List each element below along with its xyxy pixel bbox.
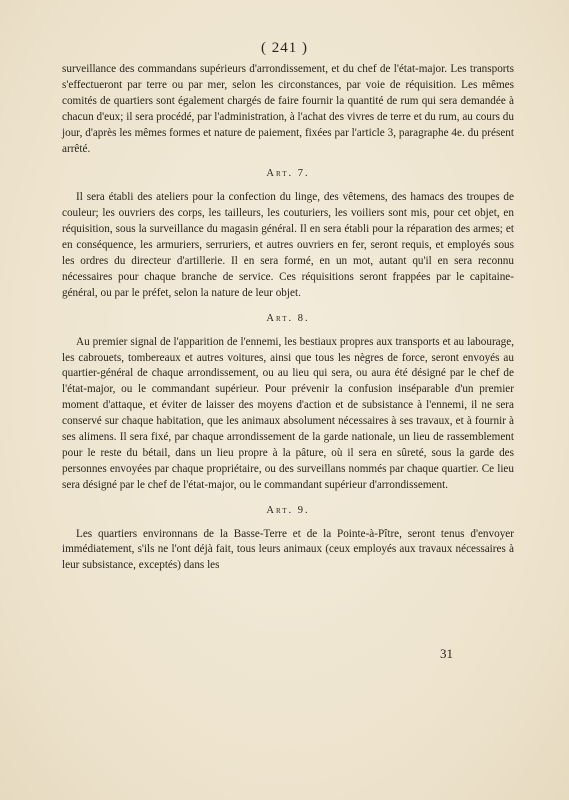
article-8-heading: Art. 8. xyxy=(266,312,310,324)
signature-mark: 31 xyxy=(440,646,453,661)
article-9-text xyxy=(62,527,514,575)
body-text xyxy=(62,62,514,574)
page-number: ( 241 ) xyxy=(261,40,308,56)
article-8-body: Au premier signal de l'apparition de l'ennemi, les bestiaux propres aux transports et au labourage, les cabrouets, tombereaux et autres voitures, ainsi que tous les nègres de force, seront envoyés au quartier-général de chaque arrondissement, ou au lieu qui sera, ou aura été désigné par le chef de l'état-major, ou le commandant supérieur. Pour prévenir la confusion inséparable d'un premier moment d'attaque, et éviter de laisser des moyens d'action et de subsistance à l'ennemi, il ne sera conservé sur chaque habitation, que les animaux absolument nécessaires à ses travaux, et à fournir à ses alimens. Il sera fixé, par chaque arrondissement de la garde nationale, un lieu de rassemblement pour le reste du bétail, dans un lieu propre à la pâture, où il sera en sûreté, sous la garde des personnes envoyées par chaque propriétaire, ou des surveillans nommés par chaque quartier. Ce lieu sera désigné par le chef de l'état-major, ou le commandant supérieur d'arrondissement. xyxy=(62,335,514,491)
article-9-heading: Art. 9. xyxy=(266,504,310,516)
article-9-body: Les quartiers environnans de la Basse-Terre et de la Pointe-à-Pître, seront tenus d'envoyer immédiatement, s'ils ne l'ont déjà fait, tous leurs animaux (ceux employés aux travaux nécessaires à leur subsistance, exceptés) dans les xyxy=(62,527,514,572)
article-7-body: Il sera établi des ateliers pour la confection du linge, des vêtemens, des hamacs des troupes de couleur; les ouvriers des corps, les tailleurs, les couturiers, les voiliers sont mis, pour cet objet, en réquisition, sous la surveillance du magasin général. Il en sera établi pour la réparation des armes; et en conséquence, les armuriers, serruriers, et autres ouvriers en fer, seront requis, et employés sous les ordres du directeur d'artillerie. Il en sera formé, en un mot, autant qu'il en sera reconnu nécessaires pour chaque branche de service. Ces réquisitions seront frappées par le capitaine-général, ou par le préfet, selon la nature de leur objet. xyxy=(62,191,514,299)
article-7-text xyxy=(62,190,514,301)
article-7-heading: Art. 7. xyxy=(266,168,310,180)
paragraph-continuation: surveillance des commandans supérieurs d'arrondissement, et du chef de l'état-major. Les transports s'effectueront par terre ou par mer, selon les circonstances, par voie de réquisition. Les mêmes comités de quartiers sont également chargés de faire fournir la quantité de rum qui sera demandée à chacun d'eux; il sera procédé, par l'administration, à l'achat des vivres de terre et du rum, au cours du jour, d'après les mêmes formes et nature de paiement, fixées par l'article 3, paragraphe 4e. du présent arrêté. xyxy=(62,63,514,155)
article-8-text xyxy=(62,335,514,494)
